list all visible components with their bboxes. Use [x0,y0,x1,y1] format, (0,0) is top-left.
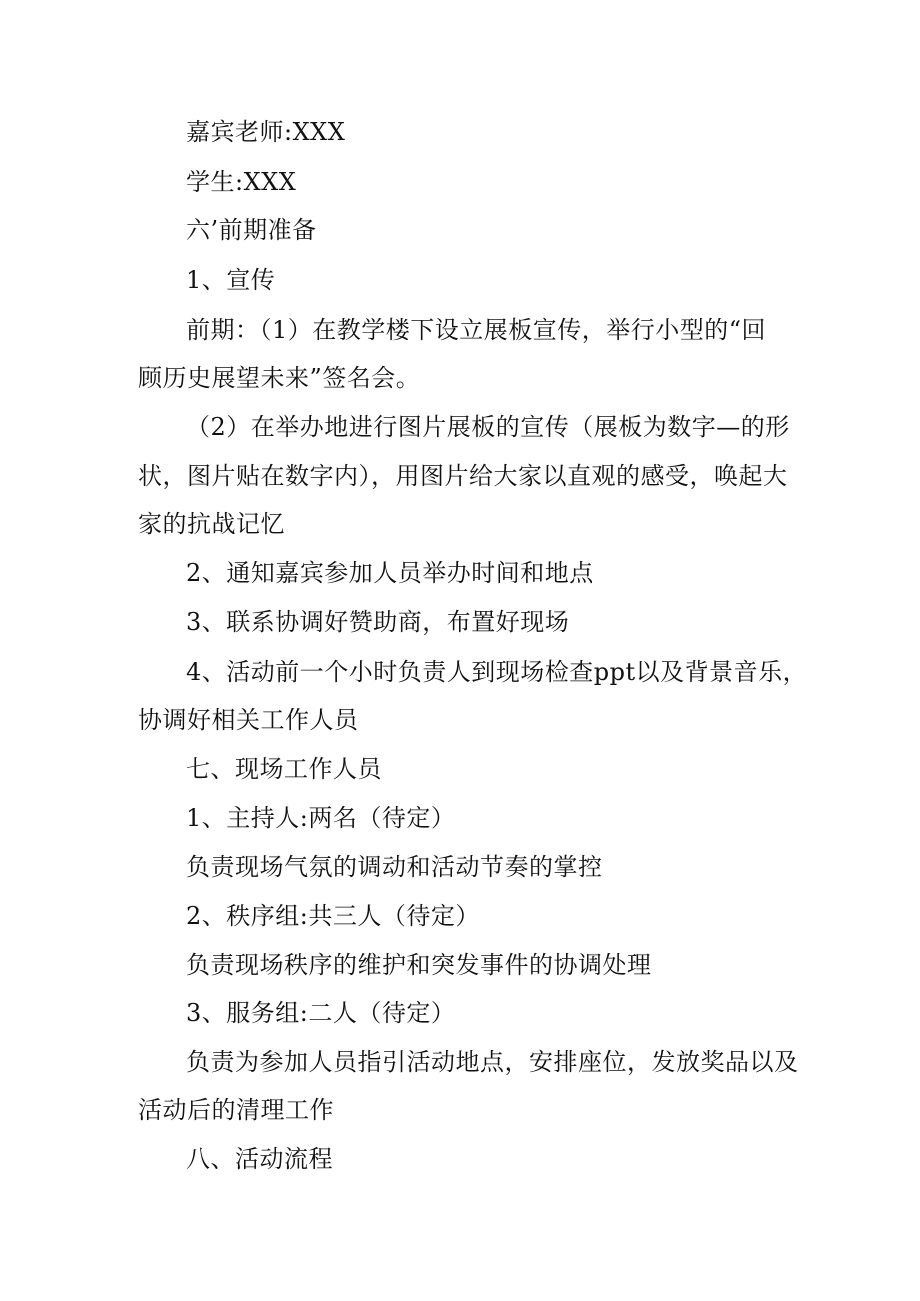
publicity-paragraph-line-2: 顾历史展望未来”签名会。 [138,364,421,392]
publicity-item2-line-1: （2）在举办地进行图片展板的宣传（展板为数字—的形 [186,413,790,441]
student-line: 学生:XXX [186,168,297,196]
publicity-paragraph-line-1: 前期：（1）在教学楼下设立展板宣传，举行小型的“回 [186,316,767,344]
publicity-item2-line-3: 家的抗战记忆 [138,510,285,538]
item-check-equipment-line-2: 协调好相关工作人员 [138,706,359,734]
staff-service-duty-line-2: 活动后的清理工作 [138,1096,334,1124]
item-sponsors: 3、联系协调好赞助商，布置好现场 [186,608,570,636]
staff-order-duty: 负责现场秩序的维护和突发事件的协调处理 [186,951,652,979]
section-heading-preparation: 六’前期准备 [186,216,317,244]
staff-service-line: 3、服务组:二人（待定） [186,999,456,1027]
staff-host-duty: 负责现场气氛的调动和活动节奏的掌控 [186,853,603,881]
staff-host-line: 1、主持人:两名（待定） [186,804,456,832]
staff-order-line: 2、秩序组:共三人（待定） [186,902,480,930]
guest-teacher-line: 嘉宾老师:XXX [186,118,346,146]
section-heading-process: 八、活动流程 [186,1145,333,1173]
item-publicity-heading: 1、宣传 [186,266,276,294]
item-check-equipment-line-1: 4、活动前一个小时负责人到现场检查ppt以及背景音乐， [186,658,808,686]
publicity-item2-line-2: 状，图片贴在数字内），用图片给大家以直观的感受，唤起大 [138,462,788,490]
section-heading-staff: 七、现场工作人员 [186,755,382,783]
staff-service-duty-line-1: 负责为参加人员指引活动地点，安排座位，发放奖品以及 [186,1048,799,1076]
item-notify-guests: 2、通知嘉宾参加人员举办时间和地点 [186,559,594,587]
